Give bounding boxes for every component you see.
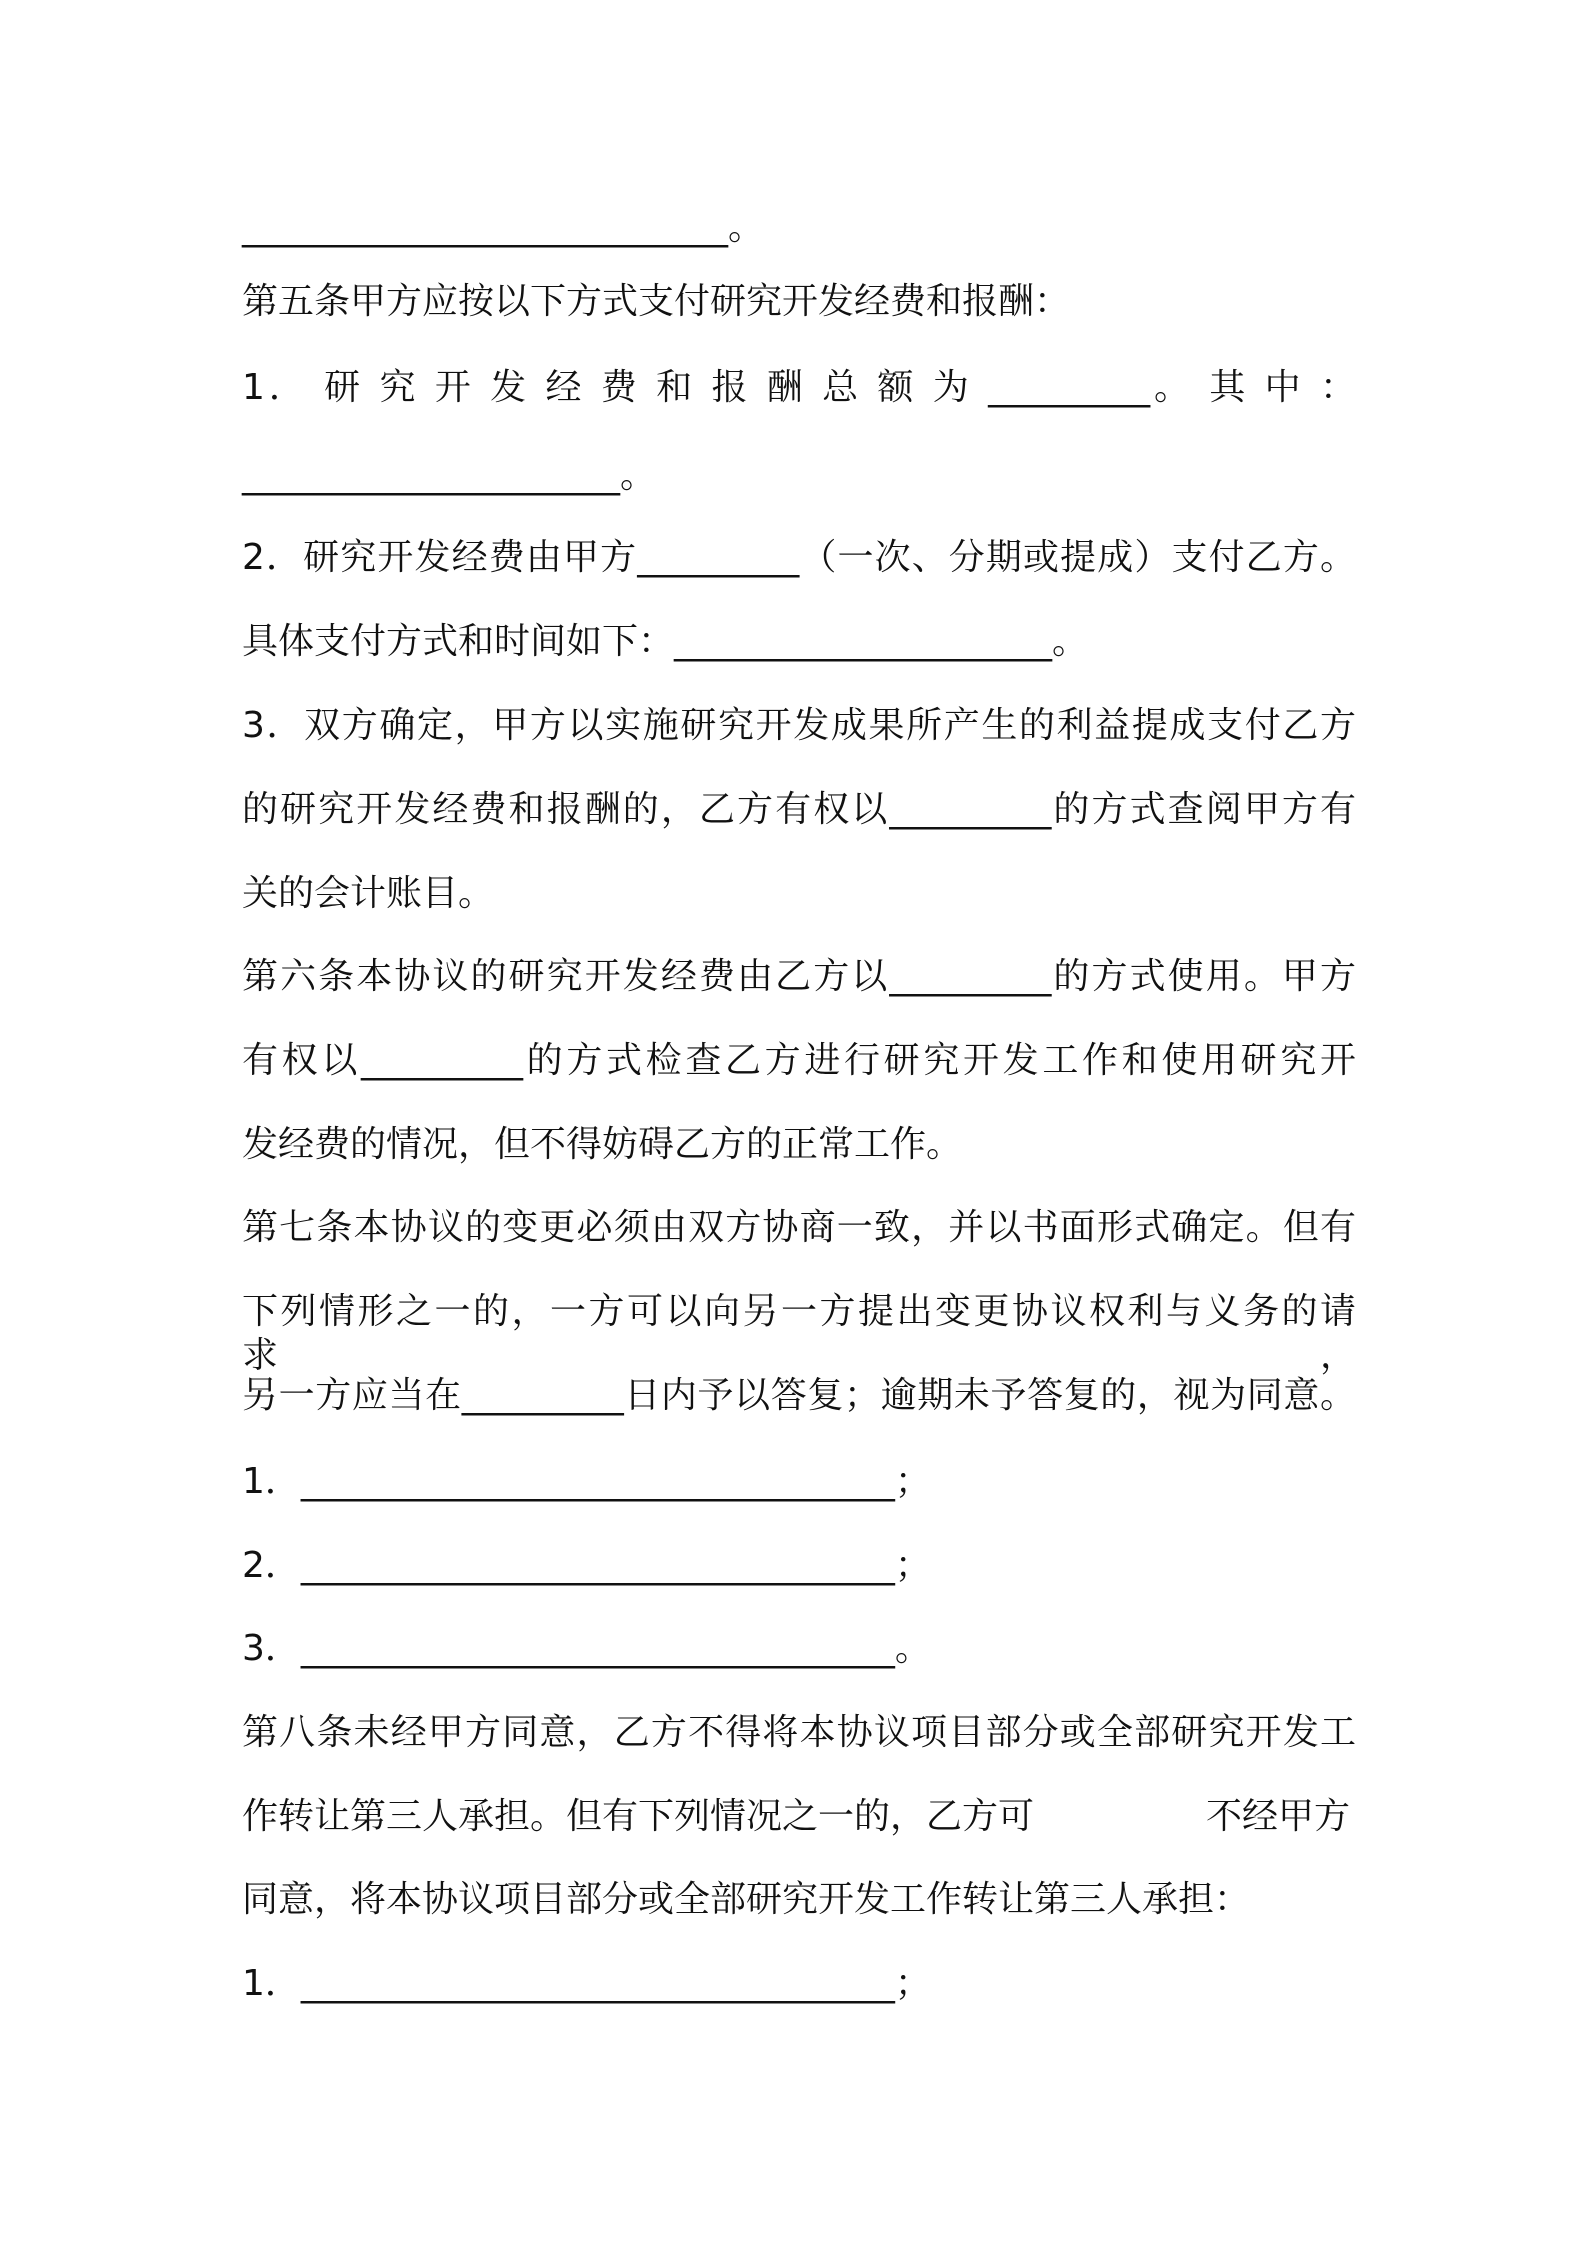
article-8: 第八条未经甲方同意，乙方不得将本协议项目部分或全部研究开发工 — [242, 1712, 1356, 1753]
article-8-item-1: 1．_________________________________； — [242, 1963, 931, 2004]
article-7-item-3: 3．_________________________________。 — [242, 1628, 931, 1669]
article-8-cont-2: 同意，将本协议项目部分或全部研究开发工作转让第三人承担： — [242, 1879, 1251, 1920]
article-6-end: 发经费的情况，但不得妨碍乙方的正常工作。 — [242, 1124, 963, 1165]
article-5-item-3: 3．双方确定，甲方以实施研究开发成果所产生的利益提成支付乙方 — [242, 705, 1356, 746]
article-7-item-2: 2．_________________________________； — [242, 1545, 931, 1586]
article-8-cont: 作转让第三人承担。但有下列情况之一的，乙方可 — [242, 1796, 1035, 1837]
article-8-cont-tail: 不经甲方 — [1206, 1796, 1351, 1837]
article-6-cont: 有权以_________的方式检查乙方进行研究开发工作和使用研究开 — [242, 1040, 1356, 1081]
article-5-item-1: 1． 研 究 开 发 经 费 和 报 酬 总 额 为 _________。 其 中 ： — [242, 367, 1356, 408]
article-5-item-2-cont: 具体支付方式和时间如下：_____________________。 — [242, 621, 1089, 662]
article-7-cont: 下列情形之一的，一方可以向另一方提出变更协议权利与义务的请求， — [242, 1291, 1356, 1376]
article-5-item-3-cont: 的研究开发经费和报酬的，乙方有权以_________的方式查阅甲方有 — [242, 789, 1356, 830]
article-5-item-2: 2．研究开发经费由甲方_________（一次、分期或提成）支付乙方。 — [242, 537, 1356, 578]
blank-line: ___________________________。 — [242, 207, 764, 248]
article-7-item-1: 1．_________________________________； — [242, 1461, 931, 1502]
article-5-item-3-end: 关的会计账目。 — [242, 873, 495, 914]
article-7: 第七条本协议的变更必须由双方协商一致，并以书面形式确定。但有 — [242, 1207, 1356, 1248]
article-6: 第六条本协议的研究开发经费由乙方以_________的方式使用。甲方 — [242, 956, 1356, 997]
article-7-cont-2: 另一方应当在_________日内予以答复；逾期未予答复的，视为同意。 — [242, 1375, 1356, 1416]
article-5-heading: 第五条甲方应按以下方式支付研究开发经费和报酬： — [242, 281, 1071, 322]
article-5-item-1-blank: _____________________。 — [242, 455, 656, 496]
